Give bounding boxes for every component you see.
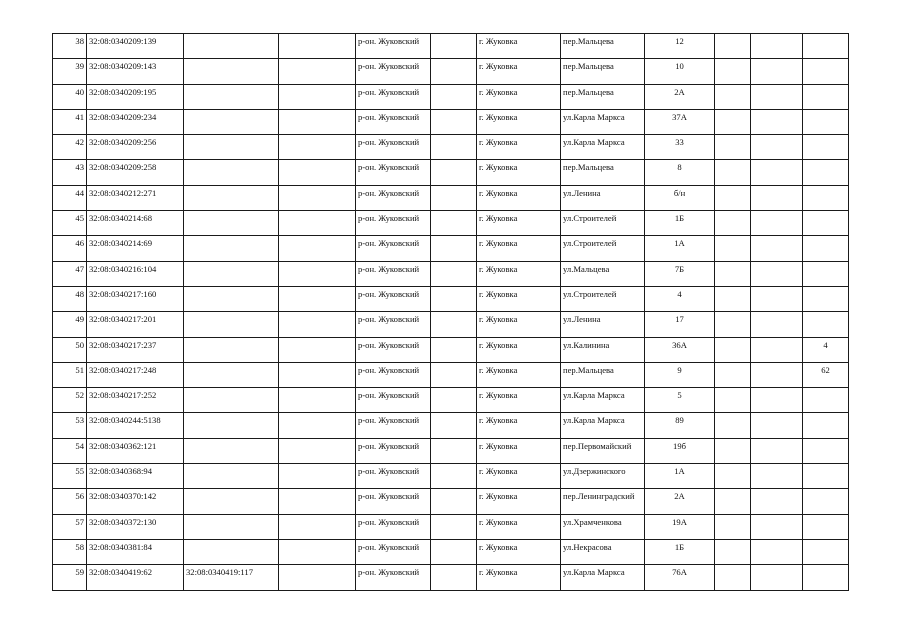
house-number-cell: 37А (645, 109, 715, 134)
district-cell: р-он. Жуковский (356, 362, 431, 387)
district-cell: р-он. Жуковский (356, 312, 431, 337)
empty-cell (279, 539, 356, 564)
linked-cadastral-number-cell: 32:08:0340419:117 (184, 565, 279, 590)
empty-cell (279, 464, 356, 489)
table-body (53, 34, 849, 591)
table-row (53, 337, 849, 362)
street-cell: ул.Некрасова (561, 539, 645, 564)
cadastral-number-cell: 32:08:0340362:121 (87, 438, 184, 463)
empty-cell (279, 362, 356, 387)
linked-cadastral-number-cell (184, 160, 279, 185)
house-number-cell: 1Б (645, 539, 715, 564)
street-cell: ул.Карла Маркса (561, 565, 645, 590)
city-cell: г. Жуковка (477, 160, 561, 185)
empty-cell (431, 489, 477, 514)
linked-cadastral-number-cell (184, 489, 279, 514)
empty-cell (751, 388, 803, 413)
cadastral-number-cell: 32:08:0340209:234 (87, 109, 184, 134)
cadastral-number-cell: 32:08:0340214:68 (87, 211, 184, 236)
linked-cadastral-number-cell (184, 59, 279, 84)
house-number-cell: 89 (645, 413, 715, 438)
house-number-cell: 33 (645, 135, 715, 160)
house-number-cell: 1А (645, 236, 715, 261)
linked-cadastral-number-cell (184, 185, 279, 210)
empty-cell (431, 109, 477, 134)
city-cell: г. Жуковка (477, 337, 561, 362)
empty-cell (279, 84, 356, 109)
empty-cell (279, 489, 356, 514)
house-number-cell: 5 (645, 388, 715, 413)
apartment-number-cell (803, 464, 849, 489)
empty-cell (751, 489, 803, 514)
linked-cadastral-number-cell (184, 135, 279, 160)
empty-cell (715, 109, 751, 134)
row-number-cell: 56 (53, 489, 87, 514)
house-number-cell: б/н (645, 185, 715, 210)
city-cell: г. Жуковка (477, 413, 561, 438)
linked-cadastral-number-cell (184, 337, 279, 362)
empty-cell (431, 185, 477, 210)
street-cell: ул.Калинина (561, 337, 645, 362)
empty-cell (715, 565, 751, 590)
empty-cell (751, 84, 803, 109)
apartment-number-cell (803, 84, 849, 109)
cadastral-number-cell: 32:08:0340209:195 (87, 84, 184, 109)
street-cell: пер.Мальцева (561, 362, 645, 387)
city-cell: г. Жуковка (477, 514, 561, 539)
street-cell: пер.Мальцева (561, 84, 645, 109)
empty-cell (751, 413, 803, 438)
empty-cell (715, 34, 751, 59)
document-page (52, 33, 849, 591)
street-cell: ул.Дзержинского (561, 464, 645, 489)
table-row (53, 286, 849, 311)
district-cell: р-он. Жуковский (356, 84, 431, 109)
row-number-cell: 44 (53, 185, 87, 210)
city-cell: г. Жуковка (477, 236, 561, 261)
apartment-number-cell (803, 160, 849, 185)
linked-cadastral-number-cell (184, 261, 279, 286)
empty-cell (431, 388, 477, 413)
cadastral-number-cell: 32:08:0340419:62 (87, 565, 184, 590)
empty-cell (751, 135, 803, 160)
street-cell: ул.Храмченкова (561, 514, 645, 539)
linked-cadastral-number-cell (184, 514, 279, 539)
cadastral-number-cell: 32:08:0340214:69 (87, 236, 184, 261)
empty-cell (431, 84, 477, 109)
house-number-cell: 4 (645, 286, 715, 311)
linked-cadastral-number-cell (184, 464, 279, 489)
table-row (53, 413, 849, 438)
empty-cell (431, 59, 477, 84)
row-number-cell: 58 (53, 539, 87, 564)
empty-cell (751, 261, 803, 286)
table-row (53, 84, 849, 109)
house-number-cell: 10 (645, 59, 715, 84)
cadastral-number-cell: 32:08:0340209:143 (87, 59, 184, 84)
city-cell: г. Жуковка (477, 362, 561, 387)
row-number-cell: 55 (53, 464, 87, 489)
table-row (53, 34, 849, 59)
empty-cell (279, 337, 356, 362)
apartment-number-cell (803, 514, 849, 539)
row-number-cell: 53 (53, 413, 87, 438)
table-row (53, 211, 849, 236)
table-row (53, 160, 849, 185)
empty-cell (751, 109, 803, 134)
cadastral-number-cell: 32:08:0340217:237 (87, 337, 184, 362)
table-row (53, 464, 849, 489)
street-cell: пер.Мальцева (561, 59, 645, 84)
empty-cell (715, 489, 751, 514)
house-number-cell: 19А (645, 514, 715, 539)
linked-cadastral-number-cell (184, 388, 279, 413)
empty-cell (715, 185, 751, 210)
apartment-number-cell (803, 438, 849, 463)
district-cell: р-он. Жуковский (356, 160, 431, 185)
district-cell: р-он. Жуковский (356, 59, 431, 84)
street-cell: пер.Ленинградский (561, 489, 645, 514)
empty-cell (751, 286, 803, 311)
house-number-cell: 9 (645, 362, 715, 387)
cadastral-number-cell: 32:08:0340212:271 (87, 185, 184, 210)
city-cell: г. Жуковка (477, 135, 561, 160)
empty-cell (279, 413, 356, 438)
street-cell: пер.Первомайский (561, 438, 645, 463)
house-number-cell: 8 (645, 160, 715, 185)
cadastral-number-cell: 32:08:0340209:256 (87, 135, 184, 160)
empty-cell (751, 185, 803, 210)
empty-cell (279, 59, 356, 84)
city-cell: г. Жуковка (477, 312, 561, 337)
empty-cell (279, 312, 356, 337)
cadastral-number-cell: 32:08:0340368:94 (87, 464, 184, 489)
street-cell: ул.Ленина (561, 312, 645, 337)
city-cell: г. Жуковка (477, 261, 561, 286)
house-number-cell: 36А (645, 337, 715, 362)
empty-cell (715, 135, 751, 160)
linked-cadastral-number-cell (184, 34, 279, 59)
city-cell: г. Жуковка (477, 185, 561, 210)
district-cell: р-он. Жуковский (356, 185, 431, 210)
apartment-number-cell (803, 135, 849, 160)
cadastral-number-cell: 32:08:0340381:84 (87, 539, 184, 564)
district-cell: р-он. Жуковский (356, 489, 431, 514)
empty-cell (715, 539, 751, 564)
cadastral-number-cell: 32:08:0340372:130 (87, 514, 184, 539)
empty-cell (279, 388, 356, 413)
apartment-number-cell (803, 388, 849, 413)
house-number-cell: 7Б (645, 261, 715, 286)
street-cell: ул.Карла Маркса (561, 413, 645, 438)
row-number-cell: 38 (53, 34, 87, 59)
row-number-cell: 50 (53, 337, 87, 362)
empty-cell (279, 109, 356, 134)
linked-cadastral-number-cell (184, 312, 279, 337)
empty-cell (751, 236, 803, 261)
apartment-number-cell (803, 261, 849, 286)
city-cell: г. Жуковка (477, 34, 561, 59)
table-row (53, 514, 849, 539)
empty-cell (279, 236, 356, 261)
cadastral-number-cell: 32:08:0340217:248 (87, 362, 184, 387)
district-cell: р-он. Жуковский (356, 565, 431, 590)
empty-cell (431, 261, 477, 286)
city-cell: г. Жуковка (477, 464, 561, 489)
empty-cell (431, 286, 477, 311)
row-number-cell: 52 (53, 388, 87, 413)
row-number-cell: 43 (53, 160, 87, 185)
cadastral-number-cell: 32:08:0340217:252 (87, 388, 184, 413)
cadastral-number-cell: 32:08:0340244:5138 (87, 413, 184, 438)
apartment-number-cell (803, 539, 849, 564)
street-cell: ул.Карла Маркса (561, 109, 645, 134)
empty-cell (715, 160, 751, 185)
empty-cell (715, 438, 751, 463)
empty-cell (751, 362, 803, 387)
apartment-number-cell (803, 286, 849, 311)
linked-cadastral-number-cell (184, 286, 279, 311)
empty-cell (431, 236, 477, 261)
empty-cell (431, 514, 477, 539)
street-cell: ул.Строителей (561, 286, 645, 311)
linked-cadastral-number-cell (184, 438, 279, 463)
street-cell: ул.Мальцева (561, 261, 645, 286)
district-cell: р-он. Жуковский (356, 438, 431, 463)
apartment-number-cell (803, 59, 849, 84)
district-cell: р-он. Жуковский (356, 211, 431, 236)
street-cell: ул.Карла Маркса (561, 135, 645, 160)
empty-cell (715, 388, 751, 413)
linked-cadastral-number-cell (184, 109, 279, 134)
empty-cell (715, 59, 751, 84)
row-number-cell: 39 (53, 59, 87, 84)
row-number-cell: 40 (53, 84, 87, 109)
city-cell: г. Жуковка (477, 211, 561, 236)
empty-cell (431, 438, 477, 463)
table-row (53, 539, 849, 564)
empty-cell (431, 312, 477, 337)
apartment-number-cell (803, 211, 849, 236)
apartment-number-cell (803, 109, 849, 134)
table-row (53, 362, 849, 387)
table-row (53, 261, 849, 286)
empty-cell (431, 211, 477, 236)
empty-cell (279, 286, 356, 311)
empty-cell (751, 539, 803, 564)
empty-cell (279, 160, 356, 185)
house-number-cell: 1А (645, 464, 715, 489)
district-cell: р-он. Жуковский (356, 236, 431, 261)
empty-cell (431, 413, 477, 438)
empty-cell (751, 565, 803, 590)
empty-cell (715, 514, 751, 539)
empty-cell (715, 261, 751, 286)
table-row (53, 489, 849, 514)
cadastral-number-cell: 32:08:0340370:142 (87, 489, 184, 514)
city-cell: г. Жуковка (477, 565, 561, 590)
empty-cell (751, 464, 803, 489)
empty-cell (279, 135, 356, 160)
linked-cadastral-number-cell (184, 413, 279, 438)
row-number-cell: 57 (53, 514, 87, 539)
table-row (53, 59, 849, 84)
row-number-cell: 51 (53, 362, 87, 387)
linked-cadastral-number-cell (184, 84, 279, 109)
empty-cell (279, 185, 356, 210)
row-number-cell: 46 (53, 236, 87, 261)
apartment-number-cell (803, 565, 849, 590)
empty-cell (715, 84, 751, 109)
district-cell: р-он. Жуковский (356, 286, 431, 311)
apartment-number-cell: 62 (803, 362, 849, 387)
empty-cell (279, 211, 356, 236)
street-cell: ул.Строителей (561, 211, 645, 236)
street-cell: ул.Строителей (561, 236, 645, 261)
empty-cell (431, 565, 477, 590)
empty-cell (751, 438, 803, 463)
empty-cell (715, 413, 751, 438)
city-cell: г. Жуковка (477, 388, 561, 413)
house-number-cell: 2А (645, 489, 715, 514)
linked-cadastral-number-cell (184, 362, 279, 387)
empty-cell (715, 211, 751, 236)
empty-cell (751, 211, 803, 236)
empty-cell (751, 160, 803, 185)
table-row (53, 185, 849, 210)
table-row (53, 109, 849, 134)
district-cell: р-он. Жуковский (356, 135, 431, 160)
table-row (53, 135, 849, 160)
district-cell: р-он. Жуковский (356, 34, 431, 59)
city-cell: г. Жуковка (477, 84, 561, 109)
empty-cell (751, 337, 803, 362)
house-number-cell: 1Б (645, 211, 715, 236)
city-cell: г. Жуковка (477, 539, 561, 564)
apartment-number-cell: 4 (803, 337, 849, 362)
empty-cell (279, 438, 356, 463)
row-number-cell: 42 (53, 135, 87, 160)
apartment-number-cell (803, 185, 849, 210)
empty-cell (431, 34, 477, 59)
house-number-cell: 19б (645, 438, 715, 463)
house-number-cell: 12 (645, 34, 715, 59)
city-cell: г. Жуковка (477, 59, 561, 84)
table-row (53, 236, 849, 261)
empty-cell (751, 59, 803, 84)
district-cell: р-он. Жуковский (356, 337, 431, 362)
table-row (53, 438, 849, 463)
empty-cell (751, 34, 803, 59)
city-cell: г. Жуковка (477, 109, 561, 134)
linked-cadastral-number-cell (184, 211, 279, 236)
apartment-number-cell (803, 34, 849, 59)
empty-cell (715, 286, 751, 311)
empty-cell (431, 362, 477, 387)
house-number-cell: 76А (645, 565, 715, 590)
district-cell: р-он. Жуковский (356, 539, 431, 564)
empty-cell (715, 312, 751, 337)
empty-cell (279, 34, 356, 59)
row-number-cell: 54 (53, 438, 87, 463)
empty-cell (715, 236, 751, 261)
street-cell: ул.Карла Маркса (561, 388, 645, 413)
empty-cell (279, 261, 356, 286)
row-number-cell: 49 (53, 312, 87, 337)
row-number-cell: 59 (53, 565, 87, 590)
house-number-cell: 17 (645, 312, 715, 337)
apartment-number-cell (803, 413, 849, 438)
row-number-cell: 41 (53, 109, 87, 134)
cadastral-number-cell: 32:08:0340216:104 (87, 261, 184, 286)
empty-cell (279, 514, 356, 539)
district-cell: р-он. Жуковский (356, 464, 431, 489)
district-cell: р-он. Жуковский (356, 514, 431, 539)
city-cell: г. Жуковка (477, 438, 561, 463)
table-row (53, 312, 849, 337)
row-number-cell: 47 (53, 261, 87, 286)
apartment-number-cell (803, 312, 849, 337)
linked-cadastral-number-cell (184, 539, 279, 564)
cadastral-number-cell: 32:08:0340209:139 (87, 34, 184, 59)
empty-cell (715, 464, 751, 489)
city-cell: г. Жуковка (477, 286, 561, 311)
linked-cadastral-number-cell (184, 236, 279, 261)
city-cell: г. Жуковка (477, 489, 561, 514)
cadastral-number-cell: 32:08:0340209:258 (87, 160, 184, 185)
district-cell: р-он. Жуковский (356, 261, 431, 286)
empty-cell (431, 539, 477, 564)
table-row (53, 565, 849, 590)
district-cell: р-он. Жуковский (356, 413, 431, 438)
district-cell: р-он. Жуковский (356, 388, 431, 413)
empty-cell (431, 160, 477, 185)
empty-cell (431, 464, 477, 489)
table-row (53, 388, 849, 413)
empty-cell (431, 337, 477, 362)
street-cell: пер.Мальцева (561, 34, 645, 59)
house-number-cell: 2А (645, 84, 715, 109)
street-cell: пер.Мальцева (561, 160, 645, 185)
district-cell: р-он. Жуковский (356, 109, 431, 134)
row-number-cell: 48 (53, 286, 87, 311)
street-cell: ул.Ленина (561, 185, 645, 210)
apartment-number-cell (803, 236, 849, 261)
empty-cell (431, 135, 477, 160)
cadastral-number-cell: 32:08:0340217:201 (87, 312, 184, 337)
empty-cell (715, 362, 751, 387)
apartment-number-cell (803, 489, 849, 514)
empty-cell (279, 565, 356, 590)
empty-cell (751, 514, 803, 539)
empty-cell (715, 337, 751, 362)
row-number-cell: 45 (53, 211, 87, 236)
empty-cell (751, 312, 803, 337)
cadastral-number-cell: 32:08:0340217:160 (87, 286, 184, 311)
cadastral-registry-table (52, 33, 849, 591)
